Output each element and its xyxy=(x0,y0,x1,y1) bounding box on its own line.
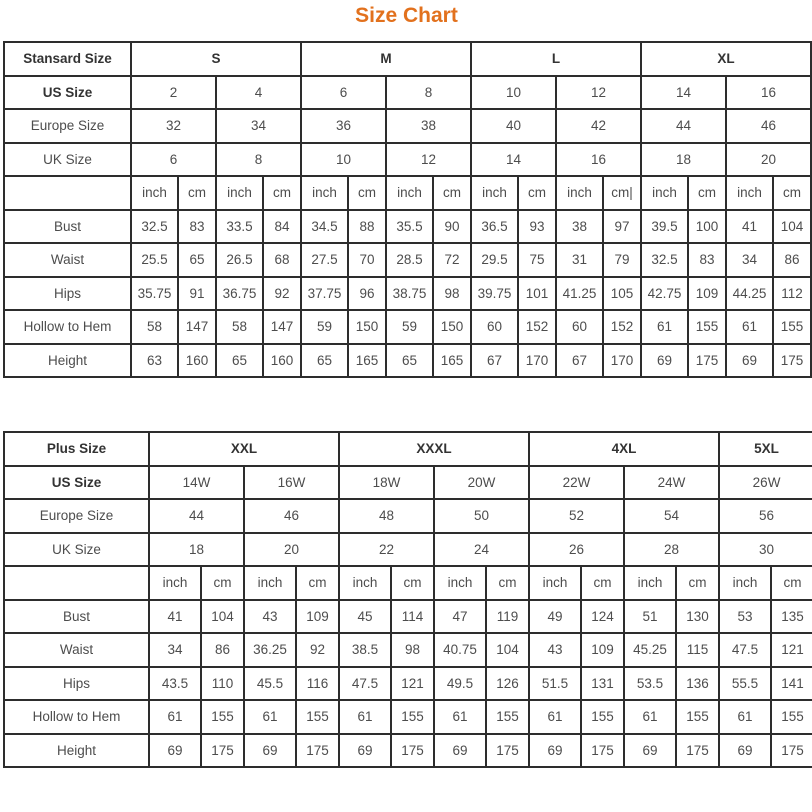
measure-value: 155 xyxy=(771,700,812,734)
unit-header: cm xyxy=(296,566,339,600)
measure-value: 83 xyxy=(688,243,726,277)
size-value: 10 xyxy=(301,143,386,177)
table-row xyxy=(4,734,812,768)
measure-value: 36.75 xyxy=(216,277,263,311)
size-value: 20 xyxy=(244,533,339,567)
measure-value: 175 xyxy=(773,344,811,378)
measure-value: 160 xyxy=(178,344,216,378)
measure-value: 155 xyxy=(688,310,726,344)
measure-value: 38.75 xyxy=(386,277,433,311)
size-value: 26 xyxy=(529,533,624,567)
measure-value: 63 xyxy=(131,344,178,378)
measure-value: 175 xyxy=(688,344,726,378)
measure-value: 61 xyxy=(339,700,391,734)
measure-value: 175 xyxy=(296,734,339,768)
measure-value: 44.25 xyxy=(726,277,773,311)
measure-value: 39.75 xyxy=(471,277,518,311)
measure-value: 109 xyxy=(688,277,726,311)
measure-value: 175 xyxy=(201,734,244,768)
row-label: Europe Size xyxy=(4,499,149,533)
measure-value: 67 xyxy=(556,344,603,378)
measure-value: 88 xyxy=(348,210,386,244)
table-row xyxy=(4,466,812,500)
measure-value: 32.5 xyxy=(641,243,688,277)
measure-value: 83 xyxy=(178,210,216,244)
size-value: 18 xyxy=(149,533,244,567)
measure-value: 61 xyxy=(719,700,771,734)
measure-value: 45.5 xyxy=(244,667,296,701)
size-value: 18 xyxy=(641,143,726,177)
measure-value: 97 xyxy=(603,210,641,244)
measure-value: 33.5 xyxy=(216,210,263,244)
size-value: 32 xyxy=(131,109,216,143)
unit-header: cm xyxy=(518,176,556,210)
table-row xyxy=(4,42,811,76)
measure-value: 109 xyxy=(296,600,339,634)
measure-value: 26.5 xyxy=(216,243,263,277)
measure-value: 136 xyxy=(676,667,719,701)
size-value: 14 xyxy=(471,143,556,177)
measure-value: 34 xyxy=(726,243,773,277)
measure-value: 175 xyxy=(676,734,719,768)
unit-row-spacer xyxy=(4,176,131,210)
measure-value: 150 xyxy=(348,310,386,344)
measure-value: 69 xyxy=(529,734,581,768)
size-value: 22W xyxy=(529,466,624,500)
measure-value: 34.5 xyxy=(301,210,348,244)
measure-value: 110 xyxy=(201,667,244,701)
measure-value: 65 xyxy=(178,243,216,277)
table-row xyxy=(4,243,811,277)
table-row xyxy=(4,109,811,143)
measure-value: 175 xyxy=(391,734,434,768)
size-value: 46 xyxy=(726,109,811,143)
measure-label: Height xyxy=(4,734,149,768)
row-label: UK Size xyxy=(4,533,149,567)
measure-value: 27.5 xyxy=(301,243,348,277)
measure-value: 61 xyxy=(726,310,773,344)
unit-header: cm xyxy=(676,566,719,600)
measure-value: 68 xyxy=(263,243,301,277)
unit-header: inch xyxy=(471,176,518,210)
measure-value: 170 xyxy=(518,344,556,378)
unit-header: inch xyxy=(131,176,178,210)
measure-value: 165 xyxy=(433,344,471,378)
measure-value: 155 xyxy=(486,700,529,734)
table-row xyxy=(4,667,812,701)
measure-value: 47.5 xyxy=(339,667,391,701)
size-value: 44 xyxy=(149,499,244,533)
measure-value: 47.5 xyxy=(719,633,771,667)
measure-value: 105 xyxy=(603,277,641,311)
size-value: 40 xyxy=(471,109,556,143)
table-row xyxy=(4,277,811,311)
corner-label: Plus Size xyxy=(4,432,149,466)
table-row xyxy=(4,210,811,244)
measure-value: 43 xyxy=(529,633,581,667)
measure-value: 45.25 xyxy=(624,633,676,667)
measure-value: 104 xyxy=(486,633,529,667)
size-group-header: M xyxy=(301,42,471,76)
measure-label: Bust xyxy=(4,600,149,634)
table-row xyxy=(4,600,812,634)
measure-value: 36.5 xyxy=(471,210,518,244)
size-value: 6 xyxy=(301,76,386,110)
measure-value: 31 xyxy=(556,243,603,277)
unit-header: inch xyxy=(244,566,296,600)
measure-value: 41.25 xyxy=(556,277,603,311)
measure-value: 175 xyxy=(581,734,624,768)
size-value: 36 xyxy=(301,109,386,143)
measure-value: 175 xyxy=(486,734,529,768)
unit-header: inch xyxy=(301,176,348,210)
measure-value: 147 xyxy=(263,310,301,344)
size-value: 2 xyxy=(131,76,216,110)
size-value: 14 xyxy=(641,76,726,110)
measure-label: Hips xyxy=(4,667,149,701)
measure-value: 65 xyxy=(216,344,263,378)
measure-value: 32.5 xyxy=(131,210,178,244)
measure-value: 114 xyxy=(391,600,434,634)
measure-value: 53 xyxy=(719,600,771,634)
measure-value: 170 xyxy=(603,344,641,378)
measure-label: Waist xyxy=(4,243,131,277)
measure-value: 152 xyxy=(603,310,641,344)
size-value: 22 xyxy=(339,533,434,567)
measure-value: 39.5 xyxy=(641,210,688,244)
size-value: 20W xyxy=(434,466,529,500)
table-row xyxy=(4,143,811,177)
unit-header: cm xyxy=(263,176,301,210)
measure-value: 58 xyxy=(131,310,178,344)
measure-label: Waist xyxy=(4,633,149,667)
unit-header: inch xyxy=(216,176,263,210)
measure-value: 86 xyxy=(773,243,811,277)
size-value: 14W xyxy=(149,466,244,500)
table-row xyxy=(4,566,812,600)
measure-value: 28.5 xyxy=(386,243,433,277)
measure-value: 155 xyxy=(201,700,244,734)
plus-size-table xyxy=(3,431,812,768)
measure-value: 61 xyxy=(149,700,201,734)
size-value: 42 xyxy=(556,109,641,143)
corner-label: Stansard Size xyxy=(4,42,131,76)
measure-value: 61 xyxy=(641,310,688,344)
measure-value: 41 xyxy=(149,600,201,634)
measure-value: 119 xyxy=(486,600,529,634)
measure-value: 72 xyxy=(433,243,471,277)
size-value: 18W xyxy=(339,466,434,500)
measure-value: 98 xyxy=(433,277,471,311)
size-value: 48 xyxy=(339,499,434,533)
measure-value: 155 xyxy=(676,700,719,734)
measure-value: 109 xyxy=(581,633,624,667)
measure-value: 75 xyxy=(518,243,556,277)
measure-value: 69 xyxy=(149,734,201,768)
measure-value: 59 xyxy=(386,310,433,344)
measure-value: 60 xyxy=(471,310,518,344)
measure-value: 130 xyxy=(676,600,719,634)
measure-value: 43.5 xyxy=(149,667,201,701)
table-row xyxy=(4,700,812,734)
measure-value: 121 xyxy=(771,633,812,667)
measure-value: 84 xyxy=(263,210,301,244)
size-value: 30 xyxy=(719,533,812,567)
measure-value: 45 xyxy=(339,600,391,634)
measure-value: 104 xyxy=(201,600,244,634)
measure-value: 69 xyxy=(624,734,676,768)
size-value: 20 xyxy=(726,143,811,177)
measure-value: 135 xyxy=(771,600,812,634)
size-value: 10 xyxy=(471,76,556,110)
table-row xyxy=(4,310,811,344)
size-value: 24W xyxy=(624,466,719,500)
unit-header: cm xyxy=(771,566,812,600)
table-row xyxy=(4,176,811,210)
measure-value: 61 xyxy=(624,700,676,734)
measure-value: 61 xyxy=(434,700,486,734)
measure-value: 121 xyxy=(391,667,434,701)
unit-header: cm xyxy=(433,176,471,210)
measure-value: 42.75 xyxy=(641,277,688,311)
measure-value: 38 xyxy=(556,210,603,244)
measure-value: 55.5 xyxy=(719,667,771,701)
measure-value: 155 xyxy=(296,700,339,734)
measure-value: 49 xyxy=(529,600,581,634)
size-value: 12 xyxy=(386,143,471,177)
size-value: 12 xyxy=(556,76,641,110)
unit-header: inch xyxy=(529,566,581,600)
measure-value: 69 xyxy=(641,344,688,378)
measure-value: 69 xyxy=(434,734,486,768)
measure-value: 49.5 xyxy=(434,667,486,701)
measure-value: 69 xyxy=(244,734,296,768)
measure-value: 152 xyxy=(518,310,556,344)
size-value: 52 xyxy=(529,499,624,533)
measure-value: 69 xyxy=(339,734,391,768)
unit-header: inch xyxy=(339,566,391,600)
measure-value: 70 xyxy=(348,243,386,277)
measure-value: 160 xyxy=(263,344,301,378)
measure-value: 112 xyxy=(773,277,811,311)
measure-value: 38.5 xyxy=(339,633,391,667)
unit-header: cm xyxy=(581,566,624,600)
measure-value: 53.5 xyxy=(624,667,676,701)
measure-value: 35.5 xyxy=(386,210,433,244)
size-value: 26W xyxy=(719,466,812,500)
measure-value: 93 xyxy=(518,210,556,244)
unit-header: cm xyxy=(773,176,811,210)
measure-value: 150 xyxy=(433,310,471,344)
size-value: 6 xyxy=(131,143,216,177)
unit-header: inch xyxy=(149,566,201,600)
size-value: 4 xyxy=(216,76,301,110)
measure-value: 126 xyxy=(486,667,529,701)
size-group-header: XXXL xyxy=(339,432,529,466)
size-value: 46 xyxy=(244,499,339,533)
measure-value: 90 xyxy=(433,210,471,244)
measure-value: 29.5 xyxy=(471,243,518,277)
measure-value: 59 xyxy=(301,310,348,344)
size-group-header: S xyxy=(131,42,301,76)
measure-value: 34 xyxy=(149,633,201,667)
unit-header: cm xyxy=(486,566,529,600)
measure-value: 25.5 xyxy=(131,243,178,277)
standard-size-table xyxy=(3,41,812,378)
size-value: 16 xyxy=(556,143,641,177)
measure-value: 79 xyxy=(603,243,641,277)
measure-label: Height xyxy=(4,344,131,378)
measure-value: 155 xyxy=(581,700,624,734)
unit-header: cm xyxy=(348,176,386,210)
size-value: 28 xyxy=(624,533,719,567)
row-label: UK Size xyxy=(4,143,131,177)
measure-value: 65 xyxy=(386,344,433,378)
size-value: 34 xyxy=(216,109,301,143)
size-value: 16 xyxy=(726,76,811,110)
measure-value: 51.5 xyxy=(529,667,581,701)
measure-value: 175 xyxy=(771,734,812,768)
size-group-header: XL xyxy=(641,42,811,76)
size-value: 56 xyxy=(719,499,812,533)
size-value: 44 xyxy=(641,109,726,143)
measure-value: 67 xyxy=(471,344,518,378)
measure-value: 43 xyxy=(244,600,296,634)
measure-value: 35.75 xyxy=(131,277,178,311)
table-row xyxy=(4,344,811,378)
page-title: Size Chart xyxy=(355,4,458,27)
measure-value: 124 xyxy=(581,600,624,634)
measure-value: 96 xyxy=(348,277,386,311)
unit-header: cm| xyxy=(603,176,641,210)
measure-value: 69 xyxy=(719,734,771,768)
measure-value: 47 xyxy=(434,600,486,634)
measure-value: 165 xyxy=(348,344,386,378)
measure-value: 155 xyxy=(391,700,434,734)
unit-header: cm xyxy=(201,566,244,600)
size-value: 16W xyxy=(244,466,339,500)
unit-header: inch xyxy=(434,566,486,600)
measure-value: 36.25 xyxy=(244,633,296,667)
table-row xyxy=(4,533,812,567)
measure-value: 86 xyxy=(201,633,244,667)
measure-value: 115 xyxy=(676,633,719,667)
unit-header: inch xyxy=(641,176,688,210)
size-group-header: XXL xyxy=(149,432,339,466)
size-value: 54 xyxy=(624,499,719,533)
table-row xyxy=(4,633,812,667)
unit-header: cm xyxy=(391,566,434,600)
unit-row-spacer xyxy=(4,566,149,600)
measure-value: 131 xyxy=(581,667,624,701)
table-row xyxy=(4,76,811,110)
unit-header: inch xyxy=(719,566,771,600)
measure-value: 147 xyxy=(178,310,216,344)
unit-header: inch xyxy=(386,176,433,210)
measure-value: 37.75 xyxy=(301,277,348,311)
measure-value: 51 xyxy=(624,600,676,634)
measure-label: Hollow to Hem xyxy=(4,700,149,734)
measure-value: 91 xyxy=(178,277,216,311)
table-row xyxy=(4,432,812,466)
measure-value: 100 xyxy=(688,210,726,244)
measure-value: 98 xyxy=(391,633,434,667)
measure-value: 104 xyxy=(773,210,811,244)
unit-header: cm xyxy=(178,176,216,210)
measure-value: 92 xyxy=(296,633,339,667)
size-value: 38 xyxy=(386,109,471,143)
unit-header: cm xyxy=(688,176,726,210)
size-group-header: 4XL xyxy=(529,432,719,466)
size-value: 24 xyxy=(434,533,529,567)
unit-header: inch xyxy=(726,176,773,210)
row-label: US Size xyxy=(4,76,131,110)
measure-value: 155 xyxy=(773,310,811,344)
unit-header: inch xyxy=(624,566,676,600)
size-group-header: L xyxy=(471,42,641,76)
unit-header: inch xyxy=(556,176,603,210)
measure-value: 141 xyxy=(771,667,812,701)
size-group-header: 5XL xyxy=(719,432,812,466)
size-value: 50 xyxy=(434,499,529,533)
size-value: 8 xyxy=(216,143,301,177)
measure-value: 101 xyxy=(518,277,556,311)
measure-label: Hollow to Hem xyxy=(4,310,131,344)
measure-label: Hips xyxy=(4,277,131,311)
measure-value: 116 xyxy=(296,667,339,701)
measure-value: 69 xyxy=(726,344,773,378)
size-value: 8 xyxy=(386,76,471,110)
measure-label: Bust xyxy=(4,210,131,244)
measure-value: 41 xyxy=(726,210,773,244)
measure-value: 60 xyxy=(556,310,603,344)
measure-value: 61 xyxy=(529,700,581,734)
row-label: Europe Size xyxy=(4,109,131,143)
measure-value: 61 xyxy=(244,700,296,734)
measure-value: 65 xyxy=(301,344,348,378)
measure-value: 40.75 xyxy=(434,633,486,667)
row-label: US Size xyxy=(4,466,149,500)
table-row xyxy=(4,499,812,533)
measure-value: 92 xyxy=(263,277,301,311)
measure-value: 58 xyxy=(216,310,263,344)
